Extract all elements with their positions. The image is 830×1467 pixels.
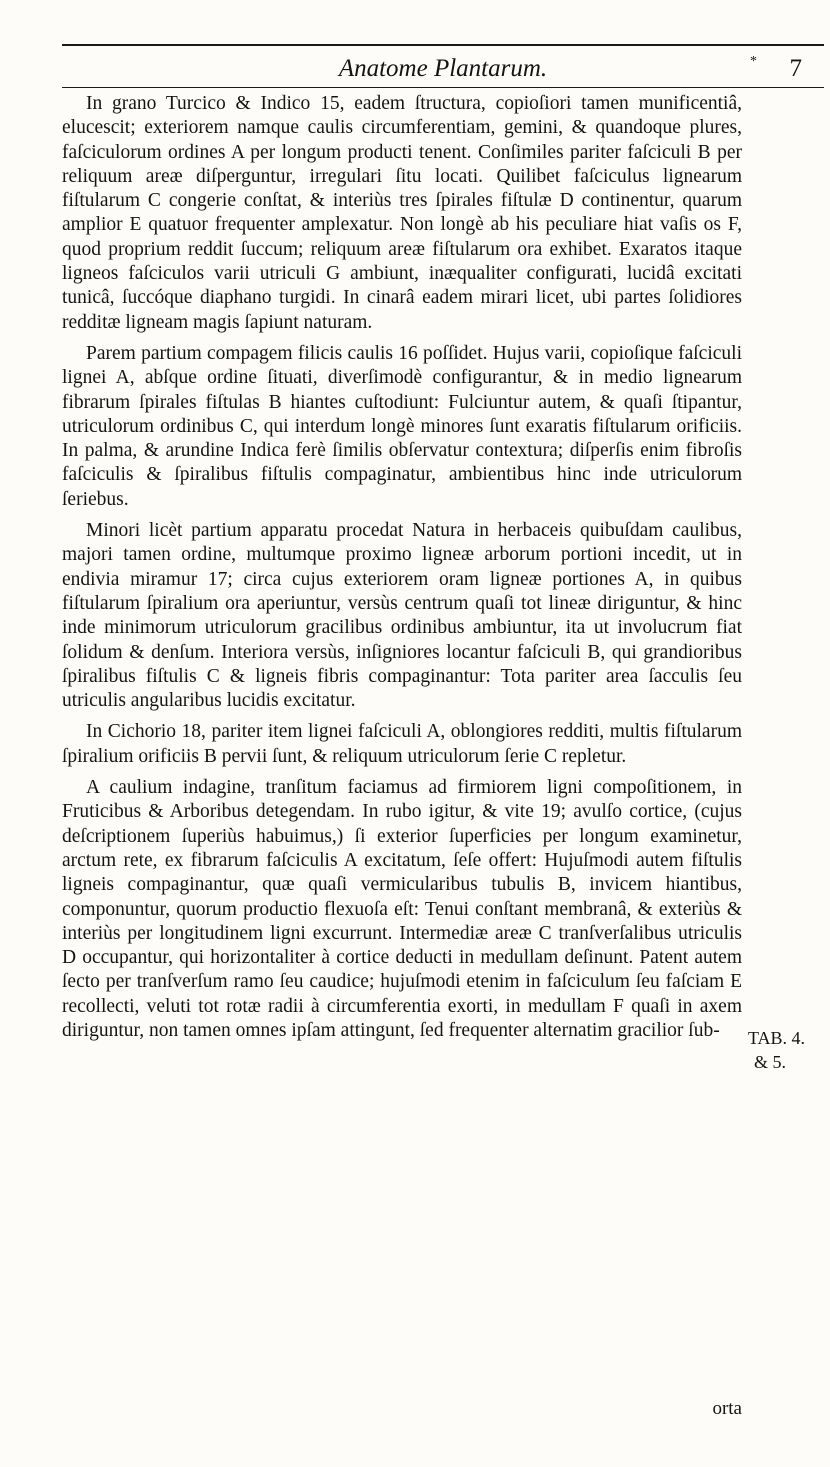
- paragraph-filicis: Parem partium compagem filicis caulis 16 poſſidet. Hujus varii, copioſique faſciculi lignei A, abſque ordine ſituati, diverſimodè configurantur, & in medio lignearum fibrarum ſpirales fiſtulas B hiantes cuſtodiunt: Fulciuntur autem, & quaſi ſtipantur, utriculorum ordinibus C, qui interdum longè minores ſunt exaratis fiſtularum orificiis. In palma, & arundine Indica ferè ſimilis obſervatur contextura; diſperſis enim fibroſis faſciculis & ſpiralibus fiſtulis compaginatur, ambientibus hinc inde utriculorum ſeriebus.: [62, 342, 742, 510]
- paragraph-grano-turcico: In grano Turcico & Indico 15, eadem ſtructura, copioſiori tamen munificentiâ, elucescit; exteriorem namque caulis circumferentiam, gemini, & quandoque plures, faſciculorum ordines A per longum producti tenent. Conſimiles pariter faſciculi B per reliquum areæ diſperguntur, irregulari ſitu locati. Quilibet faſciculus lignearum fiſtularum C congerie conſtat, & interiùs tres ſpirales fiſtulæ D continentur, quarum amplior E quatuor frequenter amplexatur. Non longè ab his peculiare hiat vaſis os F, quod proprium reddit ſuccum; reliquum areæ fiſtularum ora exhibet. Exaratos itaque ligneos faſciculos varii utriculi G ambiunt, inæqualiter configurati, lucidâ excitati tunicâ, ſuccóque diaphano turgidi. In cinarâ eadem mirari licet, ubi partes ſolidiores redditæ ligneam magis ſapiunt naturam.: [62, 93, 742, 333]
- paragraph-herbaceis: Minori licèt partium apparatu procedat Natura in herbaceis quibuſdam caulibus, majori tamen ordine, multumque proximo ligneæ arborum portioni incedit, ut in endivia miramur 17; circa cujus exteriorem oram ligneæ portiones A, in quibus fiſtularum ſpiralium ora aperiuntur, versùs centrum quaſi tot lineæ diriguntur, & hinc inde minimorum utriculorum gracilibus ordinibus ambiuntur, ita ut involucrum fiat ſolidum & denſum. Interiora versùs, inſigniores locantur faſciculi B, qui grandioribus ſpiralibus fiſtulis C & ligneis fibris compaginantur: Tota pariter area ſacculis ſeu utriculis angularibus lucidis excitatur.: [62, 520, 742, 712]
- paragraph-fruticibus: A caulium indagine, tranſitum faciamus ad firmiorem ligni compoſitionem, in Fruticibus & Arboribus detegendam. In rubo igitur, & vite 19; avulſo cortice, (cujus deſcriptionem ſuperiùs habuimus,) ſi exterior ſuperficies per longum examinetur, arctum rete, ex fibrarum faſciculis A excitatum, ſeſe offert: Hujuſmodi autem fiſtulis ligneis compaginantur, quæ quaſi vermicularibus tubulis B, invicem hiantibus, componuntur, quorum productio flexuoſa eſt: Tenui conſtant membranâ, & exteriùs & interiùs per longitudinem ligni excurrunt. Intermediæ areæ C tranſverſalibus utriculis D occupantur, qui horizontaliter à cortice deducti in medullam deſinunt. Patent autem ſecto per tranſverſum ramo ſeu caudice; hujuſmodi etenim in faſciculum ſeu faſciam E recollecti, veluti tot rotæ radii à circumferentia exorti, in medullam F quaſi in axem diriguntur, non tamen omnes ipſam attingunt, ſed frequenter alternatim gracilior ſub-: [62, 777, 742, 1041]
- page-header: [62, 52, 824, 86]
- margin-note-line-1: TAB. 4.: [748, 1028, 806, 1048]
- ornament-mark: *: [750, 54, 757, 69]
- catchword: orta: [712, 1398, 742, 1419]
- body-text: [62, 92, 742, 1050]
- top-rule: [62, 44, 824, 46]
- paragraph-cichorio: In Cichorio 18, pariter item lignei faſciculi A, oblongiores redditi, multis fiſtularum ſpiralium orificiis B pervii ſunt, & reliquum utriculorum ſerie C repletur.: [62, 721, 742, 767]
- header-rule: [62, 87, 824, 88]
- running-title: Anatome Plantarum.: [338, 55, 548, 82]
- margin-note-tab: [748, 1026, 828, 1074]
- page-number: 7: [789, 55, 802, 82]
- margin-note-line-2: & 5.: [754, 1052, 787, 1072]
